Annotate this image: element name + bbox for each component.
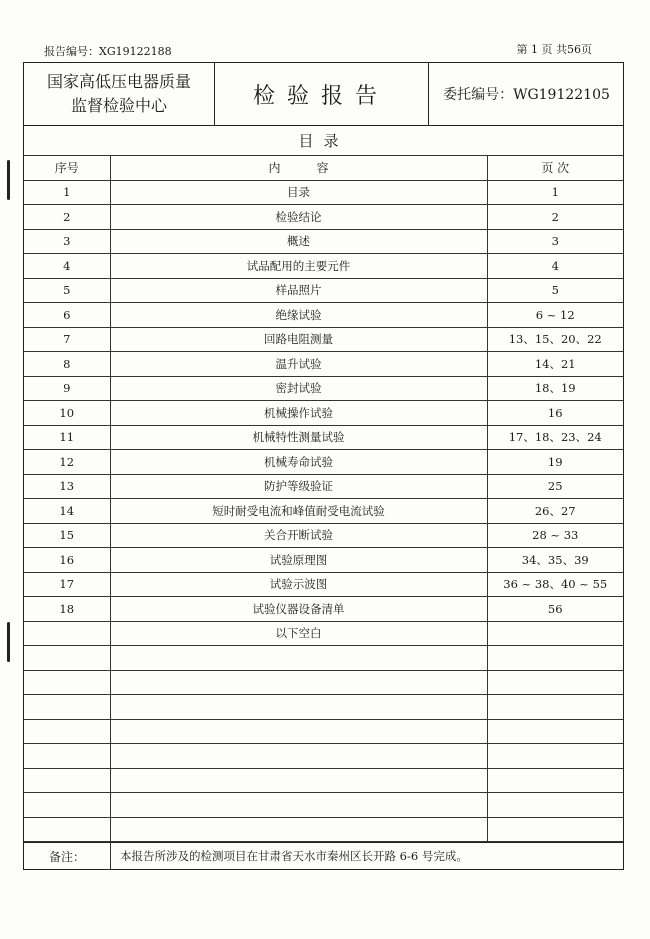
empty-cell (110, 670, 487, 695)
cell-pages: 36 ~ 38、40 ~ 55 (487, 572, 623, 597)
empty-cell (110, 744, 487, 769)
cell-pages: 18、19 (487, 376, 623, 401)
cell-content: 机械特性测量试验 (110, 425, 487, 450)
cell-no: 1 (24, 180, 110, 205)
cell-content: 密封试验 (110, 376, 487, 401)
cell-content: 机械操作试验 (110, 401, 487, 426)
empty-cell (487, 670, 623, 695)
cell-no: 2 (24, 205, 110, 230)
cell-content: 目录 (110, 180, 487, 205)
cell-content: 试品配用的主要元件 (110, 254, 487, 279)
empty-row (24, 646, 623, 671)
empty-row (24, 695, 623, 720)
table-row (24, 229, 623, 254)
report-frame (23, 62, 624, 870)
cell-pages: 4 (487, 254, 623, 279)
cell-content: 样品照片 (110, 278, 487, 303)
cell-pages: 56 (487, 597, 623, 622)
empty-cell (110, 695, 487, 720)
table-row (24, 327, 623, 352)
cell-pages (487, 621, 623, 646)
cell-no: 16 (24, 548, 110, 573)
cell-pages: 2 (487, 205, 623, 230)
cell-no: 14 (24, 499, 110, 524)
table-row (24, 474, 623, 499)
table-row (24, 180, 623, 205)
empty-cell (24, 744, 110, 769)
empty-row (24, 817, 623, 842)
cell-no: 9 (24, 376, 110, 401)
empty-row (24, 744, 623, 769)
cell-content: 试验示波图 (110, 572, 487, 597)
cell-no: 4 (24, 254, 110, 279)
empty-row (24, 793, 623, 818)
cell-no: 17 (24, 572, 110, 597)
cell-no: 18 (24, 597, 110, 622)
remarks-row (24, 842, 623, 869)
cell-pages: 5 (487, 278, 623, 303)
table-row (24, 597, 623, 622)
org-line-1: 国家高低压电器质量 (46, 72, 191, 91)
cell-pages: 34、35、39 (487, 548, 623, 573)
cell-pages: 28 ~ 33 (487, 523, 623, 548)
table-row (24, 205, 623, 230)
empty-cell (110, 817, 487, 842)
table-row (24, 450, 623, 475)
org-line-2: 监督检验中心 (70, 96, 167, 115)
empty-cell (24, 793, 110, 818)
cell-no: 7 (24, 327, 110, 352)
cell-content: 回路电阻测量 (110, 327, 487, 352)
table-row (24, 621, 623, 646)
cell-content: 检验结论 (110, 205, 487, 230)
report-number: 报告编号：XG19122188 (44, 45, 172, 58)
empty-cell (24, 670, 110, 695)
empty-cell (24, 719, 110, 744)
table-row (24, 254, 623, 279)
cell-no: 13 (24, 474, 110, 499)
table-row (24, 548, 623, 573)
empty-row (24, 768, 623, 793)
cell-pages: 16 (487, 401, 623, 426)
organization-name (24, 63, 215, 125)
empty-cell (24, 695, 110, 720)
cell-pages: 14、21 (487, 352, 623, 377)
column-header-pages: 页 次 (487, 156, 623, 181)
empty-cell (110, 646, 487, 671)
table-row (24, 278, 623, 303)
empty-cell (110, 793, 487, 818)
cell-content: 绝缘试验 (110, 303, 487, 328)
empty-row (24, 719, 623, 744)
cell-pages: 26、27 (487, 499, 623, 524)
cell-content: 温升试验 (110, 352, 487, 377)
cell-content: 防护等级验证 (110, 474, 487, 499)
table-row (24, 523, 623, 548)
cell-content: 机械寿命试验 (110, 450, 487, 475)
empty-cell (487, 646, 623, 671)
table-row (24, 499, 623, 524)
empty-cell (110, 768, 487, 793)
cell-no: 8 (24, 352, 110, 377)
cell-pages: 3 (487, 229, 623, 254)
empty-cell (24, 768, 110, 793)
binder-mark-top (7, 160, 10, 200)
cell-pages: 13、15、20、22 (487, 327, 623, 352)
table-row (24, 401, 623, 426)
empty-cell (24, 817, 110, 842)
cell-content: 概述 (110, 229, 487, 254)
document-title: 检验报告 (214, 63, 429, 125)
cell-pages: 6 ~ 12 (487, 303, 623, 328)
table-row (24, 572, 623, 597)
binder-mark-bottom (7, 622, 10, 662)
empty-cell (487, 719, 623, 744)
cell-pages: 17、18、23、24 (487, 425, 623, 450)
table-row (24, 425, 623, 450)
table-row (24, 303, 623, 328)
cell-content: 试验原理图 (110, 548, 487, 573)
cell-no: 11 (24, 425, 110, 450)
cell-content: 关合开断试验 (110, 523, 487, 548)
cell-pages: 19 (487, 450, 623, 475)
empty-cell (487, 744, 623, 769)
page-info: 第 1 页 共56页 (516, 43, 592, 56)
cell-content: 短时耐受电流和峰值耐受电流试验 (110, 499, 487, 524)
column-header-no: 序号 (24, 156, 110, 181)
toc-table (24, 155, 623, 842)
cell-no: 10 (24, 401, 110, 426)
table-header-row (24, 156, 623, 181)
cell-content: 以下空白 (110, 621, 487, 646)
empty-cell (487, 817, 623, 842)
empty-row (24, 670, 623, 695)
cell-pages: 1 (487, 180, 623, 205)
table-row (24, 352, 623, 377)
toc-title: 目录 (24, 125, 623, 156)
cell-no: 5 (24, 278, 110, 303)
cell-no: 15 (24, 523, 110, 548)
empty-cell (487, 793, 623, 818)
cell-content: 试验仪器设备清单 (110, 597, 487, 622)
title-bar (24, 63, 623, 126)
remarks-text: 本报告所涉及的检测项目在甘肃省天水市秦州区长开路 6-6 号完成。 (120, 849, 468, 863)
column-header-content: 内 容 (110, 156, 487, 181)
cell-pages: 25 (487, 474, 623, 499)
table-row (24, 376, 623, 401)
cell-no: 12 (24, 450, 110, 475)
remarks-label: 备注： (24, 843, 111, 869)
empty-cell (24, 646, 110, 671)
cell-no: 3 (24, 229, 110, 254)
empty-cell (487, 768, 623, 793)
empty-cell (487, 695, 623, 720)
empty-cell (110, 719, 487, 744)
cell-no (24, 621, 110, 646)
cell-no: 6 (24, 303, 110, 328)
entrust-number: 委托编号：WG19122105 (443, 87, 610, 103)
